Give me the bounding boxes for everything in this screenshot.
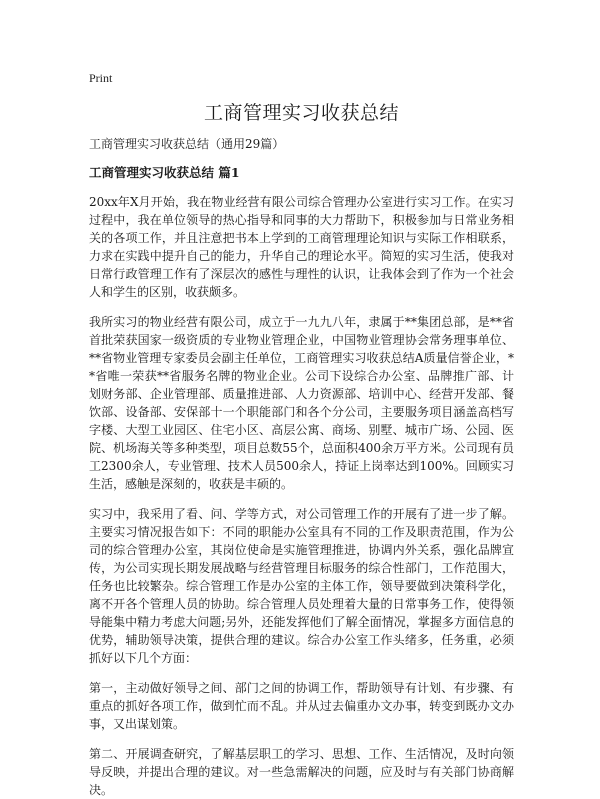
paragraph-point-two: 第二、开展调查研究，了解基层职工的学习、思想、工作、生活情况，及时向领导反映，并提出合理的建议。对一些急需解决的问题，应及时与有关部门协商解决。 (89, 747, 514, 797)
paragraph-company: 我所实习的物业经营有限公司，成立于一九九八年，隶属于**集团总部，是**省首批荣获国家一级资质的专业物业管理企业，中国物业管理协会常务理事单位、**省物业管理专家委员会副主任单位，工商管理实习收获总结A质量信誉企业，**省唯一荣获**省服务名牌的物业企业。公司下设综合办公室、品牌推广部、计划财务部、企业管理部、质量推进部、人力资源部、培训中心、经营开发部、餐饮部、设备部、安保部十一个职能部门和各个分公司，主要服务项目涵盖高档写字楼、大型工业园区、住宅小区、高层公寓、商场、别墅、城市广场、公园、医院、机场海关等多种类型，项目总数55个，总面积400余万平方米。公司现有员工2300余人，专业管理、技术人员500余人，持证上岗率达到100%。回顾实习生活，感触是深刻的，收获是丰硕的。 (89, 315, 514, 491)
paragraph-internship: 实习中，我采用了看、问、学等方式，对公司管理工作的开展有了进一步了解。主要实习情况报告如下：不同的职能办公室具有不同的工作及职责范围，作为公司的综合管理办公室，其岗位使命是实施管理推进，协调内外关系，强化品牌宣传，为公司实现长期发展战略与经营管理目标服务的综合性部门，工作范围大，任务也比较繁杂。综合管理工作是办公室的主体工作，领导要做到决策科学化，离不开各个管理人员的协助。综合管理人员处理着大量的日常事务工作，使得领导能集中精力考虑大问题;另外，还能发挥他们了解全面情况，掌握多方面信息的优势，辅助领导决策，提供合理的建议。综合办公室工作头绪多，任务重，必须抓好以下几个方面： (89, 507, 514, 665)
paragraph-intro: 20xx年X月开始，我在物业经营有限公司综合管理办公室进行实习工作。在实习过程中，我在单位领导的热心指导和同事的大力帮助下，积极参加与日常业务相关的各项工作，并且注意把书本上学到的工商管理理论知识与实际工作相联系，力求在实践中提升自己的能力，升华自己的理论水平。简短的实习生活，使我对日常行政管理工作有了深层次的感性与理性的认识，让我体会到了作为一个社会人和学生的区别，收获颇多。 (89, 195, 514, 299)
document-title: 工商管理实习收获总结 (203, 102, 399, 124)
paragraph-point-one: 第一，主动做好领导之间、部门之间的协调工作，帮助领导有计划、有步骤、有重点的抓好各项工作，做到忙而不乱。并从过去偏重办文办事，转变到既办文办事，又出谋划策。 (89, 681, 514, 731)
print-link[interactable]: Print (89, 71, 113, 85)
document-subtitle: 工商管理实习收获总结（通用29篇） (89, 137, 285, 151)
section-heading: 工商管理实习收获总结 篇1 (89, 165, 240, 180)
